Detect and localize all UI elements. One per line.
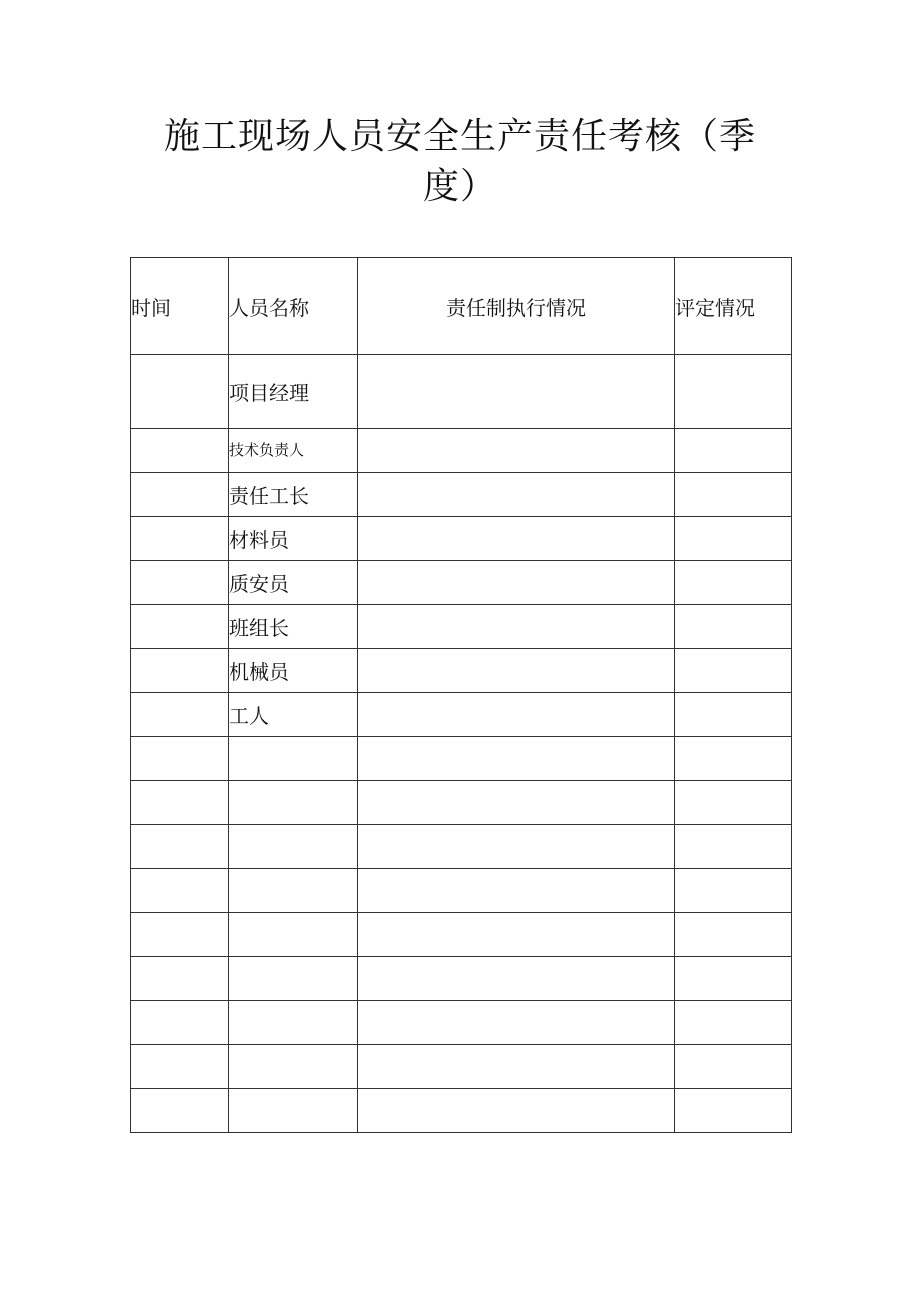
cell-time [131,1045,229,1089]
cell-time [131,473,229,517]
cell-evaluation [675,429,792,473]
cell-person-name [229,1001,358,1045]
header-person-name: 人员名称 [229,258,358,355]
cell-responsibility-execution [358,825,675,869]
cell-responsibility-execution [358,649,675,693]
table-row [131,781,792,825]
cell-responsibility-execution [358,561,675,605]
cell-evaluation [675,825,792,869]
cell-person-name: 工人 [229,693,358,737]
document-title [150,112,770,212]
cell-evaluation [675,355,792,429]
cell-evaluation [675,605,792,649]
cell-responsibility-execution [358,1045,675,1089]
table-row [131,429,792,473]
cell-responsibility-execution [358,517,675,561]
cell-responsibility-execution [358,781,675,825]
header-responsibility-execution: 责任制执行情况 [358,258,675,355]
cell-time [131,693,229,737]
table-row [131,869,792,913]
table-row [131,355,792,429]
cell-evaluation [675,1089,792,1133]
table-row [131,1089,792,1133]
cell-person-name: 机械员 [229,649,358,693]
cell-time [131,1001,229,1045]
cell-evaluation [675,561,792,605]
table-row [131,737,792,781]
table-header-row [131,258,792,355]
title-line-1: 施工现场人员安全生产责任考核（季 [163,116,756,157]
table-row [131,693,792,737]
header-evaluation: 评定情况 [675,258,792,355]
cell-responsibility-execution [358,913,675,957]
cell-evaluation [675,781,792,825]
cell-responsibility-execution [358,355,675,429]
cell-responsibility-execution [358,473,675,517]
title-line-2: 度） [422,166,497,207]
cell-time [131,355,229,429]
cell-responsibility-execution [358,429,675,473]
cell-evaluation [675,957,792,1001]
cell-person-name: 项目经理 [229,355,358,429]
table-row [131,1045,792,1089]
cell-person-name [229,737,358,781]
table-row [131,605,792,649]
cell-responsibility-execution [358,693,675,737]
header-time: 时间 [131,258,229,355]
cell-responsibility-execution [358,957,675,1001]
cell-time [131,649,229,693]
table-row [131,517,792,561]
cell-evaluation [675,869,792,913]
cell-responsibility-execution [358,605,675,649]
cell-responsibility-execution [358,1089,675,1133]
cell-evaluation [675,913,792,957]
cell-person-name [229,869,358,913]
cell-evaluation [675,649,792,693]
assessment-table [130,257,792,1133]
cell-evaluation [675,1001,792,1045]
table-body [131,355,792,1133]
cell-evaluation [675,693,792,737]
cell-person-name [229,957,358,1001]
cell-time [131,957,229,1001]
cell-person-name: 技术负责人 [229,429,358,473]
cell-person-name: 质安员 [229,561,358,605]
cell-time [131,429,229,473]
table-row [131,649,792,693]
cell-time [131,913,229,957]
cell-evaluation [675,517,792,561]
cell-person-name [229,825,358,869]
cell-person-name [229,913,358,957]
table-row [131,561,792,605]
cell-responsibility-execution [358,1001,675,1045]
table-row [131,913,792,957]
cell-person-name: 材料员 [229,517,358,561]
table-row [131,957,792,1001]
cell-evaluation [675,473,792,517]
cell-person-name [229,1045,358,1089]
cell-time [131,517,229,561]
cell-time [131,605,229,649]
cell-evaluation [675,1045,792,1089]
cell-time [131,869,229,913]
cell-time [131,1089,229,1133]
cell-person-name: 责任工长 [229,473,358,517]
table-row [131,473,792,517]
table-row [131,825,792,869]
cell-person-name [229,1089,358,1133]
cell-person-name: 班组长 [229,605,358,649]
cell-responsibility-execution [358,869,675,913]
cell-responsibility-execution [358,737,675,781]
table-row [131,1001,792,1045]
cell-time [131,781,229,825]
cell-evaluation [675,737,792,781]
cell-time [131,737,229,781]
cell-person-name [229,781,358,825]
cell-time [131,825,229,869]
cell-time [131,561,229,605]
